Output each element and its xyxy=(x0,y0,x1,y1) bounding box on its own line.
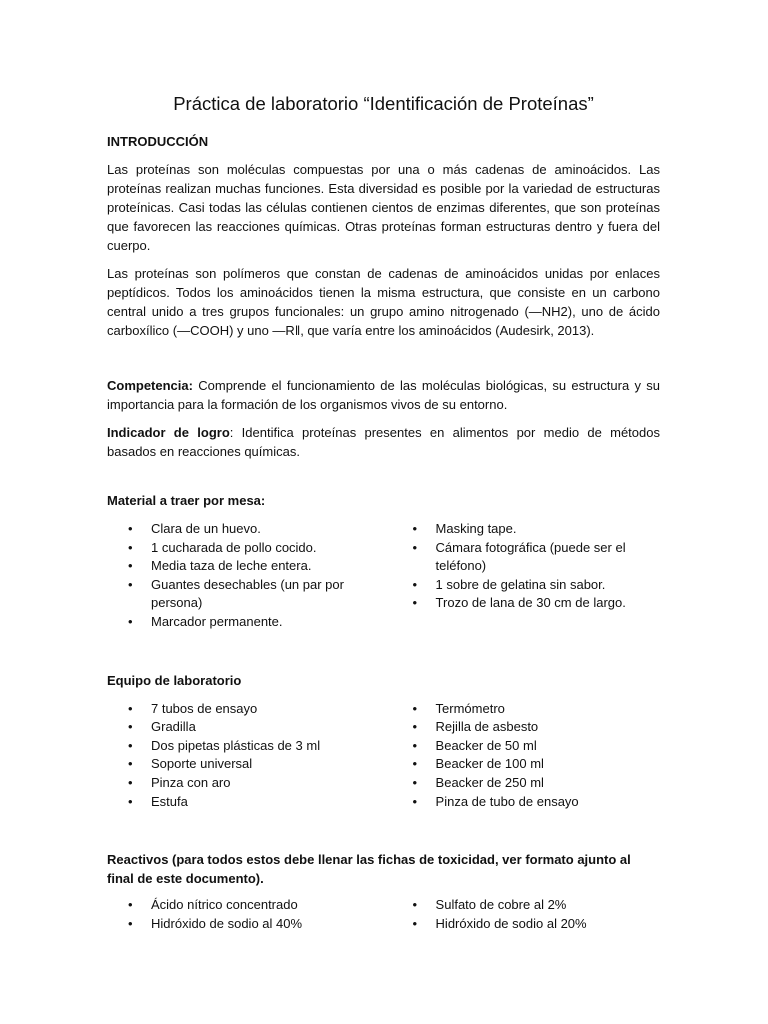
list-item-text: Masking tape. xyxy=(435,521,517,536)
material-heading: Material a traer por mesa: xyxy=(107,493,266,508)
list-item-text: 7 tubos de ensayo xyxy=(151,700,258,716)
material-list-right xyxy=(392,520,660,613)
bullet-icon: • xyxy=(128,774,133,790)
bullet-icon: • xyxy=(128,915,133,931)
intro-heading: INTRODUCCIÓN xyxy=(107,134,209,149)
list-item-text: Dos pipetas plásticas de 3 ml xyxy=(151,737,321,753)
competencia-label: Competencia: xyxy=(107,378,193,393)
equipo-heading: Equipo de laboratorio xyxy=(107,672,242,688)
list-item xyxy=(107,915,373,934)
bullet-icon: • xyxy=(128,793,133,809)
list-item xyxy=(107,793,373,812)
list-item-text: Media taza de leche entera. xyxy=(151,558,312,574)
list-item-text: Beacker de 250 ml xyxy=(435,774,544,790)
list-item-text: Soporte universal xyxy=(151,756,253,772)
bullet-icon: • xyxy=(128,756,133,772)
intro-paragraph-2: Las proteínas son polímeros que constan de cadenas de aminoácidos unidas por enlaces peptídicos. Todos los aminoácidos tienen la misma estructura, que consiste en un carbono central unido a tres grupos funcionales: un grupo amino nitrogenado (—NH2), uno de ácido carboxílico (—COOH) y uno —R‖, que varía entre los aminoácidos (Audesirk, 2013). xyxy=(107,266,660,338)
bullet-icon: • xyxy=(128,700,133,716)
list-item xyxy=(107,520,373,539)
intro-paragraph-1: Las proteínas son moléculas compuestas por una o más cadenas de aminoácidos. Las proteínas realizan muchas funciones. Esta diversidad es posible por la variedad de estructuras proteínicas. Casi todas las células contienen cientos de enzimas diferentes, que son proteínas que favorecen las reacciones químicas. Otras proteínas forman estructuras dentro y fuera del cuerpo. xyxy=(107,162,660,253)
list-item xyxy=(392,793,660,812)
list-item xyxy=(107,718,373,737)
list-item xyxy=(107,700,373,719)
list-item xyxy=(107,774,373,793)
list-item-text: Hidróxido de sodio al 20% xyxy=(435,915,587,931)
bullet-icon: • xyxy=(128,737,133,753)
list-item-text: Trozo de lana de 30 cm de largo. xyxy=(435,595,626,611)
competencia-paragraph xyxy=(107,376,660,414)
bullet-icon: • xyxy=(412,719,418,735)
indicador-text: : Identifica proteínas presentes en alimentos por medio de métodos basados en reacciones químicas. xyxy=(107,425,660,459)
list-item xyxy=(392,737,660,756)
material-list-left xyxy=(107,520,373,632)
list-item-text: 1 cucharada de pollo cocido. xyxy=(151,539,317,555)
list-item xyxy=(107,557,373,576)
list-item xyxy=(392,755,660,774)
bullet-icon: • xyxy=(412,793,418,809)
bullet-icon: • xyxy=(128,521,133,536)
competencia-text: Comprende el funcionamiento de las moléculas biológicas, su estructura y su importancia para la formación de los organismos vivos de su entorno. xyxy=(107,378,660,412)
bullet-icon: • xyxy=(128,576,133,592)
bullet-icon: • xyxy=(412,521,418,536)
bullet-icon: • xyxy=(128,719,133,735)
list-item-text: Rejilla de asbesto xyxy=(435,719,539,735)
list-item xyxy=(392,520,660,539)
reactivos-list-right xyxy=(392,896,660,933)
list-item xyxy=(107,539,373,558)
list-item-text: Hidróxido de sodio al 40% xyxy=(151,915,303,931)
indicador-paragraph xyxy=(107,423,660,461)
bullet-icon: • xyxy=(412,897,418,913)
list-item xyxy=(392,718,660,737)
list-item-text: 1 sobre de gelatina sin sabor. xyxy=(435,576,606,592)
list-item xyxy=(107,613,373,632)
list-item xyxy=(392,539,660,576)
indicador-label: Indicador de logro xyxy=(107,425,230,440)
equipo-lists xyxy=(107,700,660,812)
list-item-text: Gradilla xyxy=(151,719,196,735)
bullet-icon: • xyxy=(128,539,133,555)
bullet-icon: • xyxy=(412,576,418,592)
bullet-icon: • xyxy=(128,613,133,629)
bullet-icon: • xyxy=(128,558,133,574)
list-item xyxy=(392,915,660,934)
list-item-text: Guantes desechables (un par por persona) xyxy=(151,576,344,611)
list-item-text: Pinza con aro xyxy=(151,774,231,790)
list-item xyxy=(392,700,660,719)
list-item xyxy=(107,737,373,756)
bullet-icon: • xyxy=(412,700,418,716)
list-item-text: Beacker de 50 ml xyxy=(435,737,537,753)
list-item-text: Beacker de 100 ml xyxy=(435,756,544,772)
list-item-text: Termómetro xyxy=(435,700,505,716)
bullet-icon: • xyxy=(412,915,418,931)
list-item-text: Marcador permanente. xyxy=(151,613,283,629)
bullet-icon: • xyxy=(128,897,133,913)
bullet-icon: • xyxy=(412,737,418,753)
reactivos-list-left xyxy=(107,896,373,933)
reactivos-lists xyxy=(107,896,660,933)
list-item-text: Pinza de tubo de ensayo xyxy=(435,793,579,809)
bullet-icon: • xyxy=(412,539,418,555)
list-item-text: Ácido nítrico concentrado xyxy=(151,897,298,913)
document-body xyxy=(107,92,660,933)
list-item xyxy=(392,774,660,793)
material-lists xyxy=(107,520,660,632)
list-item-text: Cámara fotográfica (puede ser el teléfono) xyxy=(435,539,626,574)
list-item-text: Estufa xyxy=(151,793,188,809)
bullet-icon: • xyxy=(412,774,418,790)
equipo-list-right xyxy=(392,700,660,812)
list-item xyxy=(107,896,373,915)
bullet-icon: • xyxy=(412,756,418,772)
bullet-icon: • xyxy=(412,595,418,611)
reactivos-heading: Reactivos (para todos estos debe llenar las fichas de toxicidad, ver formato ajunto al final de este documento). xyxy=(107,852,631,887)
list-item xyxy=(392,594,660,613)
list-item-text: Sulfato de cobre al 2% xyxy=(435,897,567,913)
list-item xyxy=(392,896,660,915)
list-item xyxy=(107,576,373,613)
list-item xyxy=(107,755,373,774)
list-item xyxy=(392,576,660,595)
equipo-list-left xyxy=(107,700,373,812)
document-title: Práctica de laboratorio “Identificación de Proteínas” xyxy=(173,93,594,114)
list-item-text: Clara de un huevo. xyxy=(151,521,261,536)
